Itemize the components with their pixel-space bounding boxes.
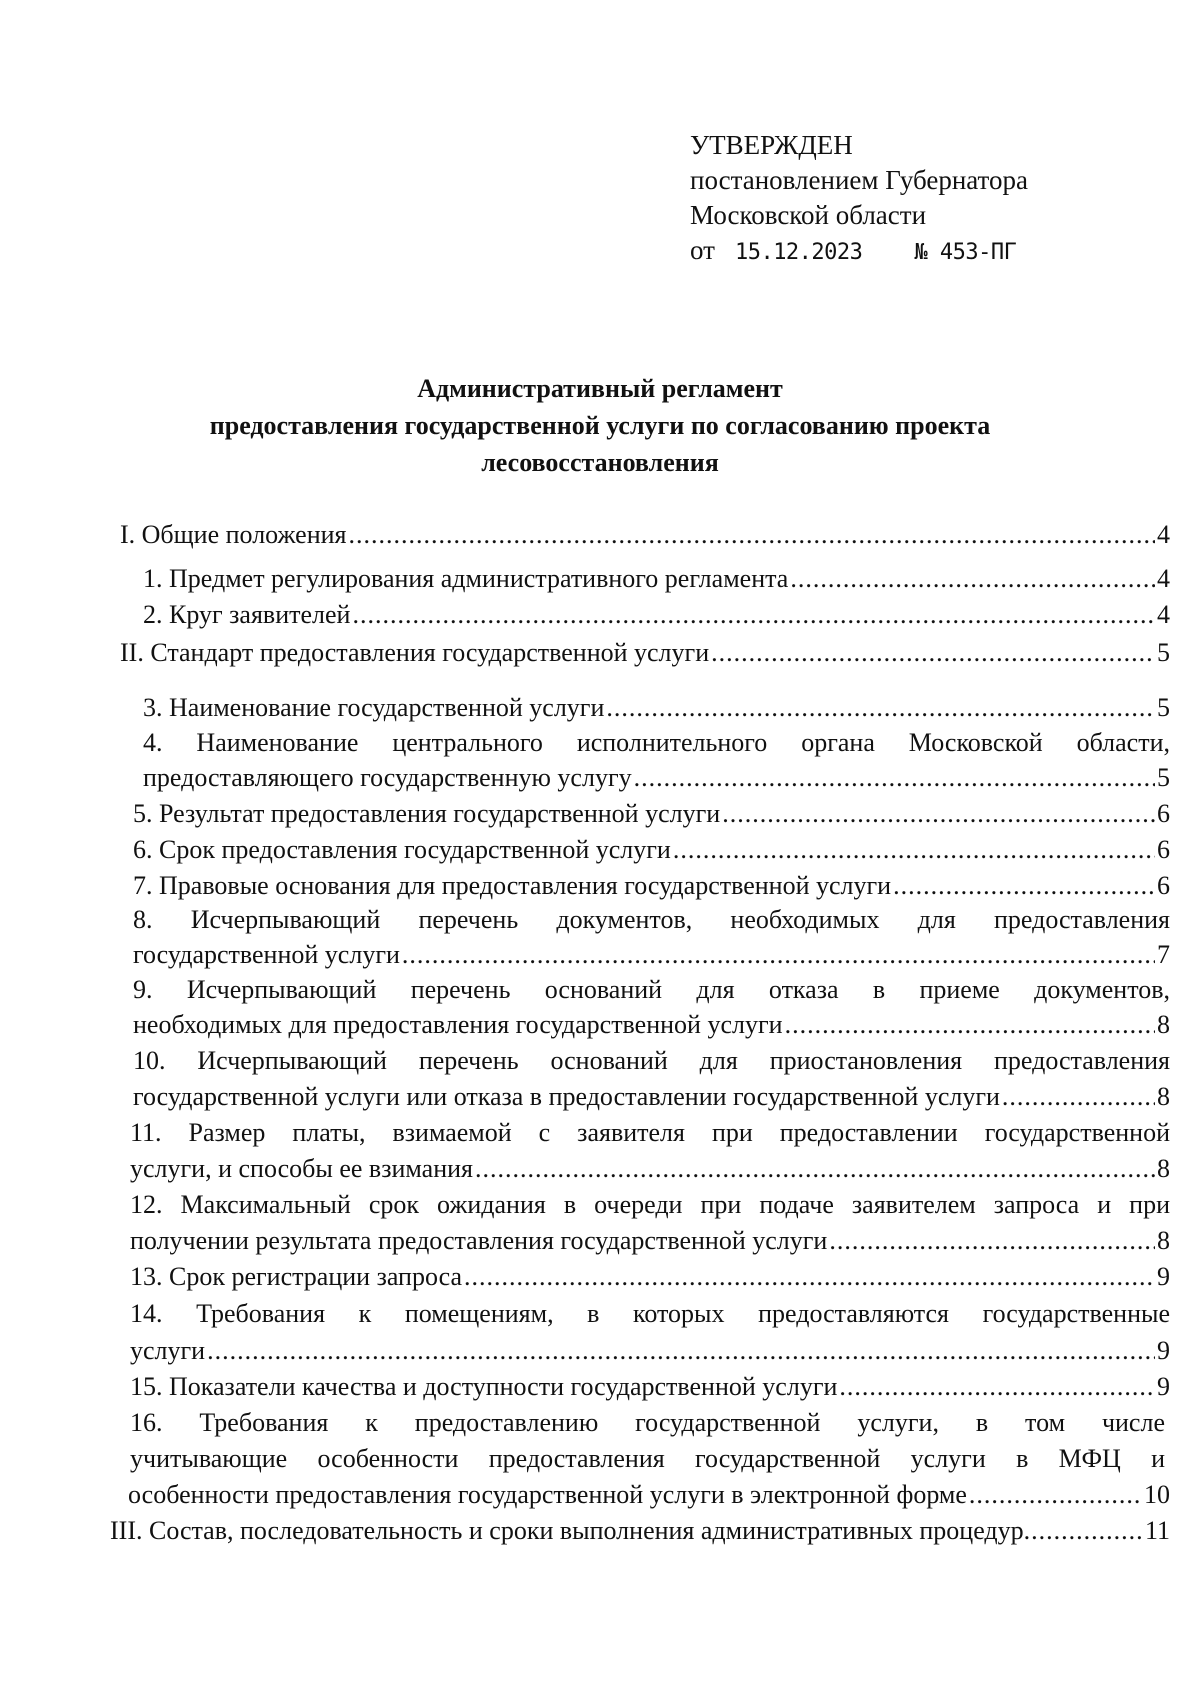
toc-entry-4-line-1: 4. Наименование центрального исполнительного органа Московской области,	[143, 728, 1170, 757]
toc-entry-14	[130, 1336, 1170, 1366]
toc-leader	[839, 1372, 1155, 1402]
toc-entry-title: 7. Правовые основания для предоставления государственной услуги	[133, 871, 892, 900]
toc-entry-16-line-2: учитывающие особенности предоставления государственной услуги в МФЦ и	[130, 1444, 1165, 1473]
toc-page-number: 4	[1157, 564, 1170, 593]
toc-page-number: 5	[1157, 693, 1170, 722]
toc-entry-10	[133, 1082, 1170, 1112]
toc-entry-7	[133, 871, 1170, 901]
toc-page-number: 10	[1144, 1480, 1170, 1509]
toc-entry-12-line-1: 12. Максимальный срок ожидания в очереди при подаче заявителем запроса и при	[130, 1190, 1170, 1219]
title-line-2: предоставления государственной услуги по согласованию проекта	[209, 411, 991, 440]
toc-entry-title: 13. Срок регистрации запроса	[130, 1262, 463, 1291]
toc-page-number: 11	[1144, 1516, 1170, 1545]
toc-entry-15	[130, 1372, 1170, 1402]
toc-entry-9	[133, 1010, 1170, 1040]
toc-entry-title: необходимых для предоставления государственной услуги	[133, 1010, 783, 1039]
toc-leader	[1024, 1516, 1145, 1546]
toc-leader	[1002, 1082, 1155, 1112]
toc-entry-title: II. Стандарт предоставления государственной услуги	[120, 638, 710, 667]
toc-page-number: 6	[1157, 871, 1170, 900]
toc-entry-12	[130, 1226, 1170, 1256]
toc-entry-title: I. Общие положения	[120, 520, 347, 549]
toc-entry-11	[130, 1154, 1170, 1184]
toc-page-number: 6	[1157, 835, 1170, 864]
toc-entry-1	[143, 564, 1170, 594]
toc-entry-section-1	[120, 520, 1170, 550]
toc-entry-title: предоставляющего государственную услугу	[143, 763, 632, 792]
toc-entry-title: 15. Показатели качества и доступности государственной услуги	[130, 1372, 838, 1401]
toc-entry-title: услуги	[130, 1336, 206, 1365]
toc-entry-title: 5. Результат предоставления государственной услуги	[133, 799, 721, 828]
toc-entry-title: III. Состав, последовательность и сроки выполнения административных процедур	[110, 1516, 1024, 1545]
toc-entry-11-line-1: 11. Размер платы, взимаемой с заявителя при предоставлении государственной	[130, 1118, 1170, 1147]
toc-page-number: 9	[1157, 1372, 1170, 1401]
toc-leader	[711, 638, 1155, 668]
toc-entry-title: 6. Срок предоставления государственной услуги	[133, 835, 671, 864]
toc-entry-title: особенности предоставления государственной услуги в электронной форме	[128, 1480, 967, 1509]
toc-entry-2	[143, 600, 1170, 630]
toc-leader	[829, 1226, 1155, 1256]
approval-line-2: Московской области	[690, 200, 927, 230]
toc-leader	[348, 520, 1155, 550]
approval-date-row	[690, 233, 1028, 270]
toc-page-number: 9	[1157, 1262, 1170, 1291]
toc-entry-title: 1. Предмет регулирования административного регламента	[143, 564, 789, 593]
toc-entry-16	[128, 1480, 1170, 1510]
toc-entry-title: государственной услуги или отказа в предоставлении государственной услуги	[133, 1082, 1000, 1111]
toc-page-number: 8	[1157, 1010, 1170, 1039]
approval-date: 15.12.2023	[734, 240, 863, 265]
toc-entry-14-line-1: 14. Требования к помещениям, в которых предоставляются государственные	[130, 1299, 1170, 1328]
toc-page-number: 4	[1157, 520, 1170, 549]
toc-entry-title: получении результата предоставления государственной услуги	[130, 1226, 828, 1255]
toc-page-number: 8	[1157, 1226, 1170, 1255]
toc-entry-title: 2. Круг заявителей	[143, 600, 351, 629]
toc-leader	[790, 564, 1155, 594]
toc-entry-title: государственной услуги	[133, 940, 400, 969]
toc-leader	[402, 940, 1155, 970]
toc-entry-section-3	[110, 1516, 1170, 1546]
approval-line-1: постановлением Губернатора	[690, 165, 1028, 195]
document-title	[0, 370, 1200, 481]
approval-heading: УТВЕРЖДЕН	[690, 130, 853, 160]
toc-page-number: 8	[1157, 1082, 1170, 1111]
toc-leader	[634, 763, 1155, 793]
toc-entry-10-line-1: 10. Исчерпывающий перечень оснований для приостановления предоставления	[133, 1046, 1170, 1075]
toc-leader	[352, 600, 1155, 630]
toc-leader	[785, 1010, 1155, 1040]
toc-entry-title: услуги, и способы ее взимания	[130, 1154, 473, 1183]
approval-number: № 453-ПГ	[914, 240, 1017, 265]
title-line-3: лесовосстановления	[481, 448, 719, 477]
toc-page-number: 9	[1157, 1336, 1170, 1365]
toc-page-number: 6	[1157, 799, 1170, 828]
toc-entry-16-line-1: 16. Требования к предоставлению государственной услуги, в том числе	[130, 1408, 1165, 1437]
toc-entry-4	[143, 763, 1170, 793]
toc-leader	[893, 871, 1155, 901]
approval-block	[690, 128, 1028, 270]
toc-leader	[606, 693, 1155, 723]
toc-leader	[722, 799, 1155, 829]
toc-page-number: 5	[1157, 763, 1170, 792]
toc-page-number: 7	[1157, 940, 1170, 969]
toc-entry-8	[133, 940, 1170, 970]
toc-leader	[969, 1480, 1142, 1510]
toc-entry-6	[133, 835, 1170, 865]
toc-page-number: 8	[1157, 1154, 1170, 1183]
toc-page-number: 4	[1157, 600, 1170, 629]
toc-entry-section-2	[120, 638, 1170, 668]
toc-entry-8-line-1: 8. Исчерпывающий перечень документов, необходимых для предоставления	[133, 905, 1170, 934]
toc-entry-9-line-1: 9. Исчерпывающий перечень оснований для отказа в приеме документов,	[133, 975, 1170, 1004]
toc-leader	[475, 1154, 1155, 1184]
toc-entry-13	[130, 1262, 1170, 1292]
toc-page-number: 5	[1157, 638, 1170, 667]
toc-entry-title: 3. Наименование государственной услуги	[143, 693, 605, 722]
toc-leader	[673, 835, 1155, 865]
toc-entry-5	[133, 799, 1170, 829]
toc-entry-3	[143, 693, 1170, 723]
approval-from-label: от	[690, 235, 715, 265]
title-line-1: Административный регламент	[417, 374, 783, 403]
toc-leader	[207, 1336, 1155, 1366]
toc-leader	[464, 1262, 1155, 1292]
